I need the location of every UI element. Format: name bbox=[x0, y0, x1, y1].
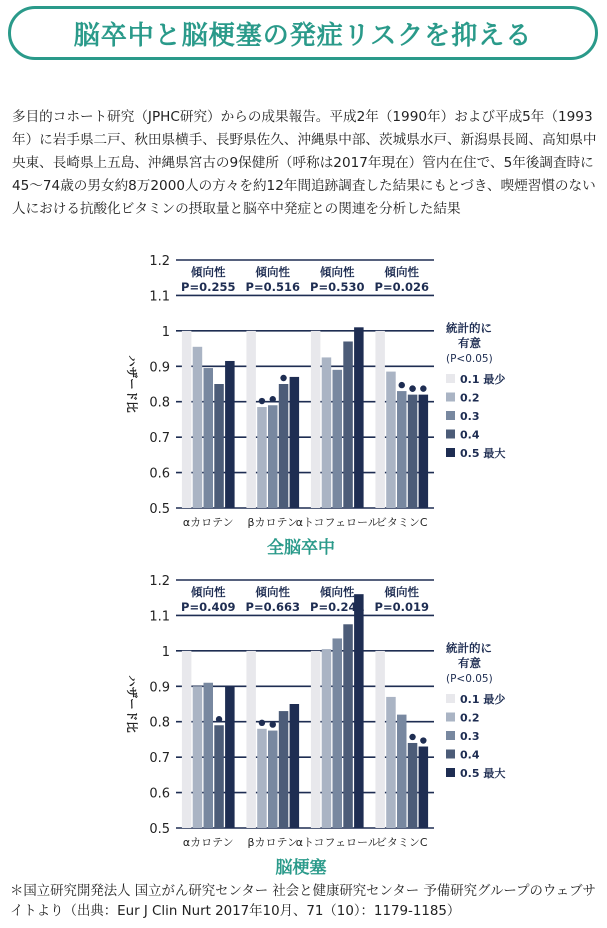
bar bbox=[343, 341, 353, 508]
significance-dot bbox=[409, 385, 415, 391]
trend-p-value: P=0.255 bbox=[181, 280, 236, 294]
bar bbox=[193, 347, 203, 508]
y-tick-label: 0.5 bbox=[149, 822, 170, 837]
significance-dot bbox=[420, 385, 426, 391]
significance-dot bbox=[270, 721, 276, 727]
bar bbox=[311, 331, 321, 508]
trend-label: 傾向性 bbox=[255, 265, 290, 279]
y-tick-label: 0.8 bbox=[149, 715, 170, 731]
legend-item: 0.2 bbox=[460, 711, 480, 725]
bar bbox=[225, 361, 235, 508]
significance-dot bbox=[399, 382, 405, 388]
x-tick-label: αトコフェロール bbox=[295, 516, 379, 529]
bar bbox=[375, 331, 385, 508]
y-axis-label: ハザード比 bbox=[125, 675, 139, 733]
legend-item: 0.5 最大 bbox=[460, 447, 506, 460]
legend-swatch bbox=[446, 374, 455, 383]
legend-title: 統計的に bbox=[446, 641, 492, 655]
trend-label: 傾向性 bbox=[255, 585, 290, 599]
x-tick-label: αカロテン bbox=[182, 516, 234, 529]
significance-dot bbox=[259, 398, 265, 404]
y-tick-label: 0.5 bbox=[149, 502, 170, 517]
x-tick-label: αカロテン bbox=[182, 836, 234, 849]
x-tick-label: ビタミンC bbox=[375, 836, 428, 849]
trend-p-value: P=0.409 bbox=[181, 600, 236, 614]
y-axis-label: ハザード比 bbox=[125, 355, 139, 413]
bar bbox=[214, 384, 224, 508]
bar bbox=[386, 697, 396, 828]
bar bbox=[257, 407, 267, 508]
significance-dot bbox=[216, 716, 222, 722]
legend-item: 0.4 bbox=[460, 428, 480, 442]
legend-swatch bbox=[446, 731, 455, 740]
bar bbox=[408, 395, 418, 508]
bar bbox=[375, 651, 385, 828]
bar bbox=[257, 729, 267, 828]
legend-item: 0.4 bbox=[460, 748, 480, 762]
chart-title: 全脳卒中 bbox=[267, 538, 335, 558]
bar bbox=[386, 372, 396, 508]
trend-label: 傾向性 bbox=[384, 265, 419, 279]
bar bbox=[279, 384, 289, 508]
bar bbox=[225, 686, 235, 828]
intro-paragraph: 多目的コホート研究（JPHC研究）からの成果報告。平成2年（1990年）および平成5年（1993年）に岩手県二戸、秋田県横手、長野県佐久、沖縄県中部、茨城県水戸、新潟県長岡、高知県中央東、長崎県上五島、沖縄県宮古の9保健所（呼称は2017年現在）管内在住で、5年後調査時に45～74歳の男女約8万2000人の方々を約12年間追跡調査した結果にもとづき、喫煙習慣のない人における抗酸化ビタミンの摂取量と脳卒中発症との関連を分析した結果 bbox=[12, 109, 597, 217]
trend-label: 傾向性 bbox=[320, 265, 355, 279]
bar bbox=[182, 331, 192, 508]
legend-note: (P<0.05) bbox=[446, 673, 493, 685]
significance-dot bbox=[280, 375, 286, 381]
y-tick-label: 1 bbox=[161, 644, 170, 660]
bar bbox=[397, 715, 407, 828]
legend-swatch bbox=[446, 768, 455, 777]
trend-p-value: P=0.663 bbox=[245, 600, 300, 614]
y-tick-label: 1.2 bbox=[149, 254, 170, 269]
bar bbox=[311, 651, 321, 828]
bar bbox=[279, 711, 289, 828]
bar bbox=[268, 731, 278, 828]
bar bbox=[182, 651, 192, 828]
y-tick-label: 1.1 bbox=[149, 289, 170, 305]
bar bbox=[246, 651, 256, 828]
significance-dot bbox=[409, 734, 415, 740]
x-tick-label: βカロテン bbox=[247, 836, 298, 849]
legend-swatch bbox=[446, 448, 455, 457]
legend-item: 0.1 最少 bbox=[460, 693, 506, 706]
legend-swatch bbox=[446, 430, 455, 439]
significance-dot bbox=[259, 720, 265, 726]
bar bbox=[290, 377, 300, 508]
y-tick-label: 0.6 bbox=[149, 466, 170, 482]
bar bbox=[246, 331, 256, 508]
y-tick-label: 0.9 bbox=[149, 360, 170, 376]
x-tick-label: ビタミンC bbox=[375, 516, 428, 529]
bar bbox=[322, 649, 332, 828]
bar bbox=[419, 747, 429, 828]
bar bbox=[290, 704, 300, 828]
legend-item: 0.3 bbox=[460, 730, 480, 743]
chart-title: 脳梗塞 bbox=[275, 858, 327, 878]
bar bbox=[354, 327, 364, 508]
legend-item: 0.1 最少 bbox=[460, 373, 506, 386]
page-title: 脳卒中と脳梗塞の発症リスクを抑える bbox=[73, 20, 533, 51]
bar bbox=[204, 368, 214, 508]
bar bbox=[354, 594, 364, 828]
title-banner bbox=[8, 6, 598, 60]
trend-label: 傾向性 bbox=[191, 585, 226, 599]
bar bbox=[193, 686, 203, 828]
chart-cerebral-infarction bbox=[0, 570, 607, 882]
y-tick-label: 0.7 bbox=[149, 431, 170, 447]
legend-swatch bbox=[446, 411, 455, 420]
trend-label: 傾向性 bbox=[320, 585, 355, 599]
significance-dot bbox=[420, 737, 426, 743]
y-tick-label: 1 bbox=[161, 324, 170, 340]
bar bbox=[408, 743, 418, 828]
trend-p-value: P=0.530 bbox=[310, 280, 365, 294]
source-footnote: ＊国立研究開発法人 国立がん研究センター 社会と健康研究センター 予備研究グループのウェブサイトより（出典：Eur J Clin Nurt 2017年10月、71（10）：1179-1185） bbox=[10, 884, 596, 919]
legend-item: 0.2 bbox=[460, 391, 480, 405]
legend-item: 0.3 bbox=[460, 410, 480, 423]
legend-swatch bbox=[446, 393, 455, 402]
bar bbox=[322, 357, 332, 508]
legend-title: 統計的に bbox=[446, 321, 492, 335]
bar bbox=[419, 395, 429, 508]
legend-swatch bbox=[446, 750, 455, 759]
significance-dot bbox=[270, 396, 276, 402]
y-tick-label: 0.9 bbox=[149, 680, 170, 696]
bar bbox=[333, 638, 343, 828]
x-tick-label: βカロテン bbox=[247, 516, 298, 529]
trend-label: 傾向性 bbox=[191, 265, 226, 279]
legend-title: 有意 bbox=[458, 656, 481, 670]
bar bbox=[397, 391, 407, 508]
bar bbox=[333, 370, 343, 508]
x-tick-label: αトコフェロール bbox=[295, 836, 379, 849]
legend-title: 有意 bbox=[458, 336, 481, 350]
bar bbox=[343, 624, 353, 828]
legend-note: (P<0.05) bbox=[446, 353, 493, 365]
y-tick-label: 0.8 bbox=[149, 395, 170, 411]
bar bbox=[268, 405, 278, 508]
chart-total-stroke bbox=[0, 250, 607, 562]
trend-p-value: P=0.241 bbox=[310, 600, 365, 614]
y-tick-label: 0.6 bbox=[149, 786, 170, 802]
bar bbox=[204, 683, 214, 828]
trend-label: 傾向性 bbox=[384, 585, 419, 599]
trend-p-value: P=0.019 bbox=[374, 600, 429, 614]
bar bbox=[214, 725, 224, 828]
y-tick-label: 1.2 bbox=[149, 574, 170, 589]
y-tick-label: 0.7 bbox=[149, 751, 170, 767]
trend-p-value: P=0.026 bbox=[374, 280, 429, 294]
legend-swatch bbox=[446, 694, 455, 703]
legend-swatch bbox=[446, 713, 455, 722]
y-tick-label: 1.1 bbox=[149, 609, 170, 625]
trend-p-value: P=0.516 bbox=[245, 280, 300, 294]
legend-item: 0.5 最大 bbox=[460, 767, 506, 780]
